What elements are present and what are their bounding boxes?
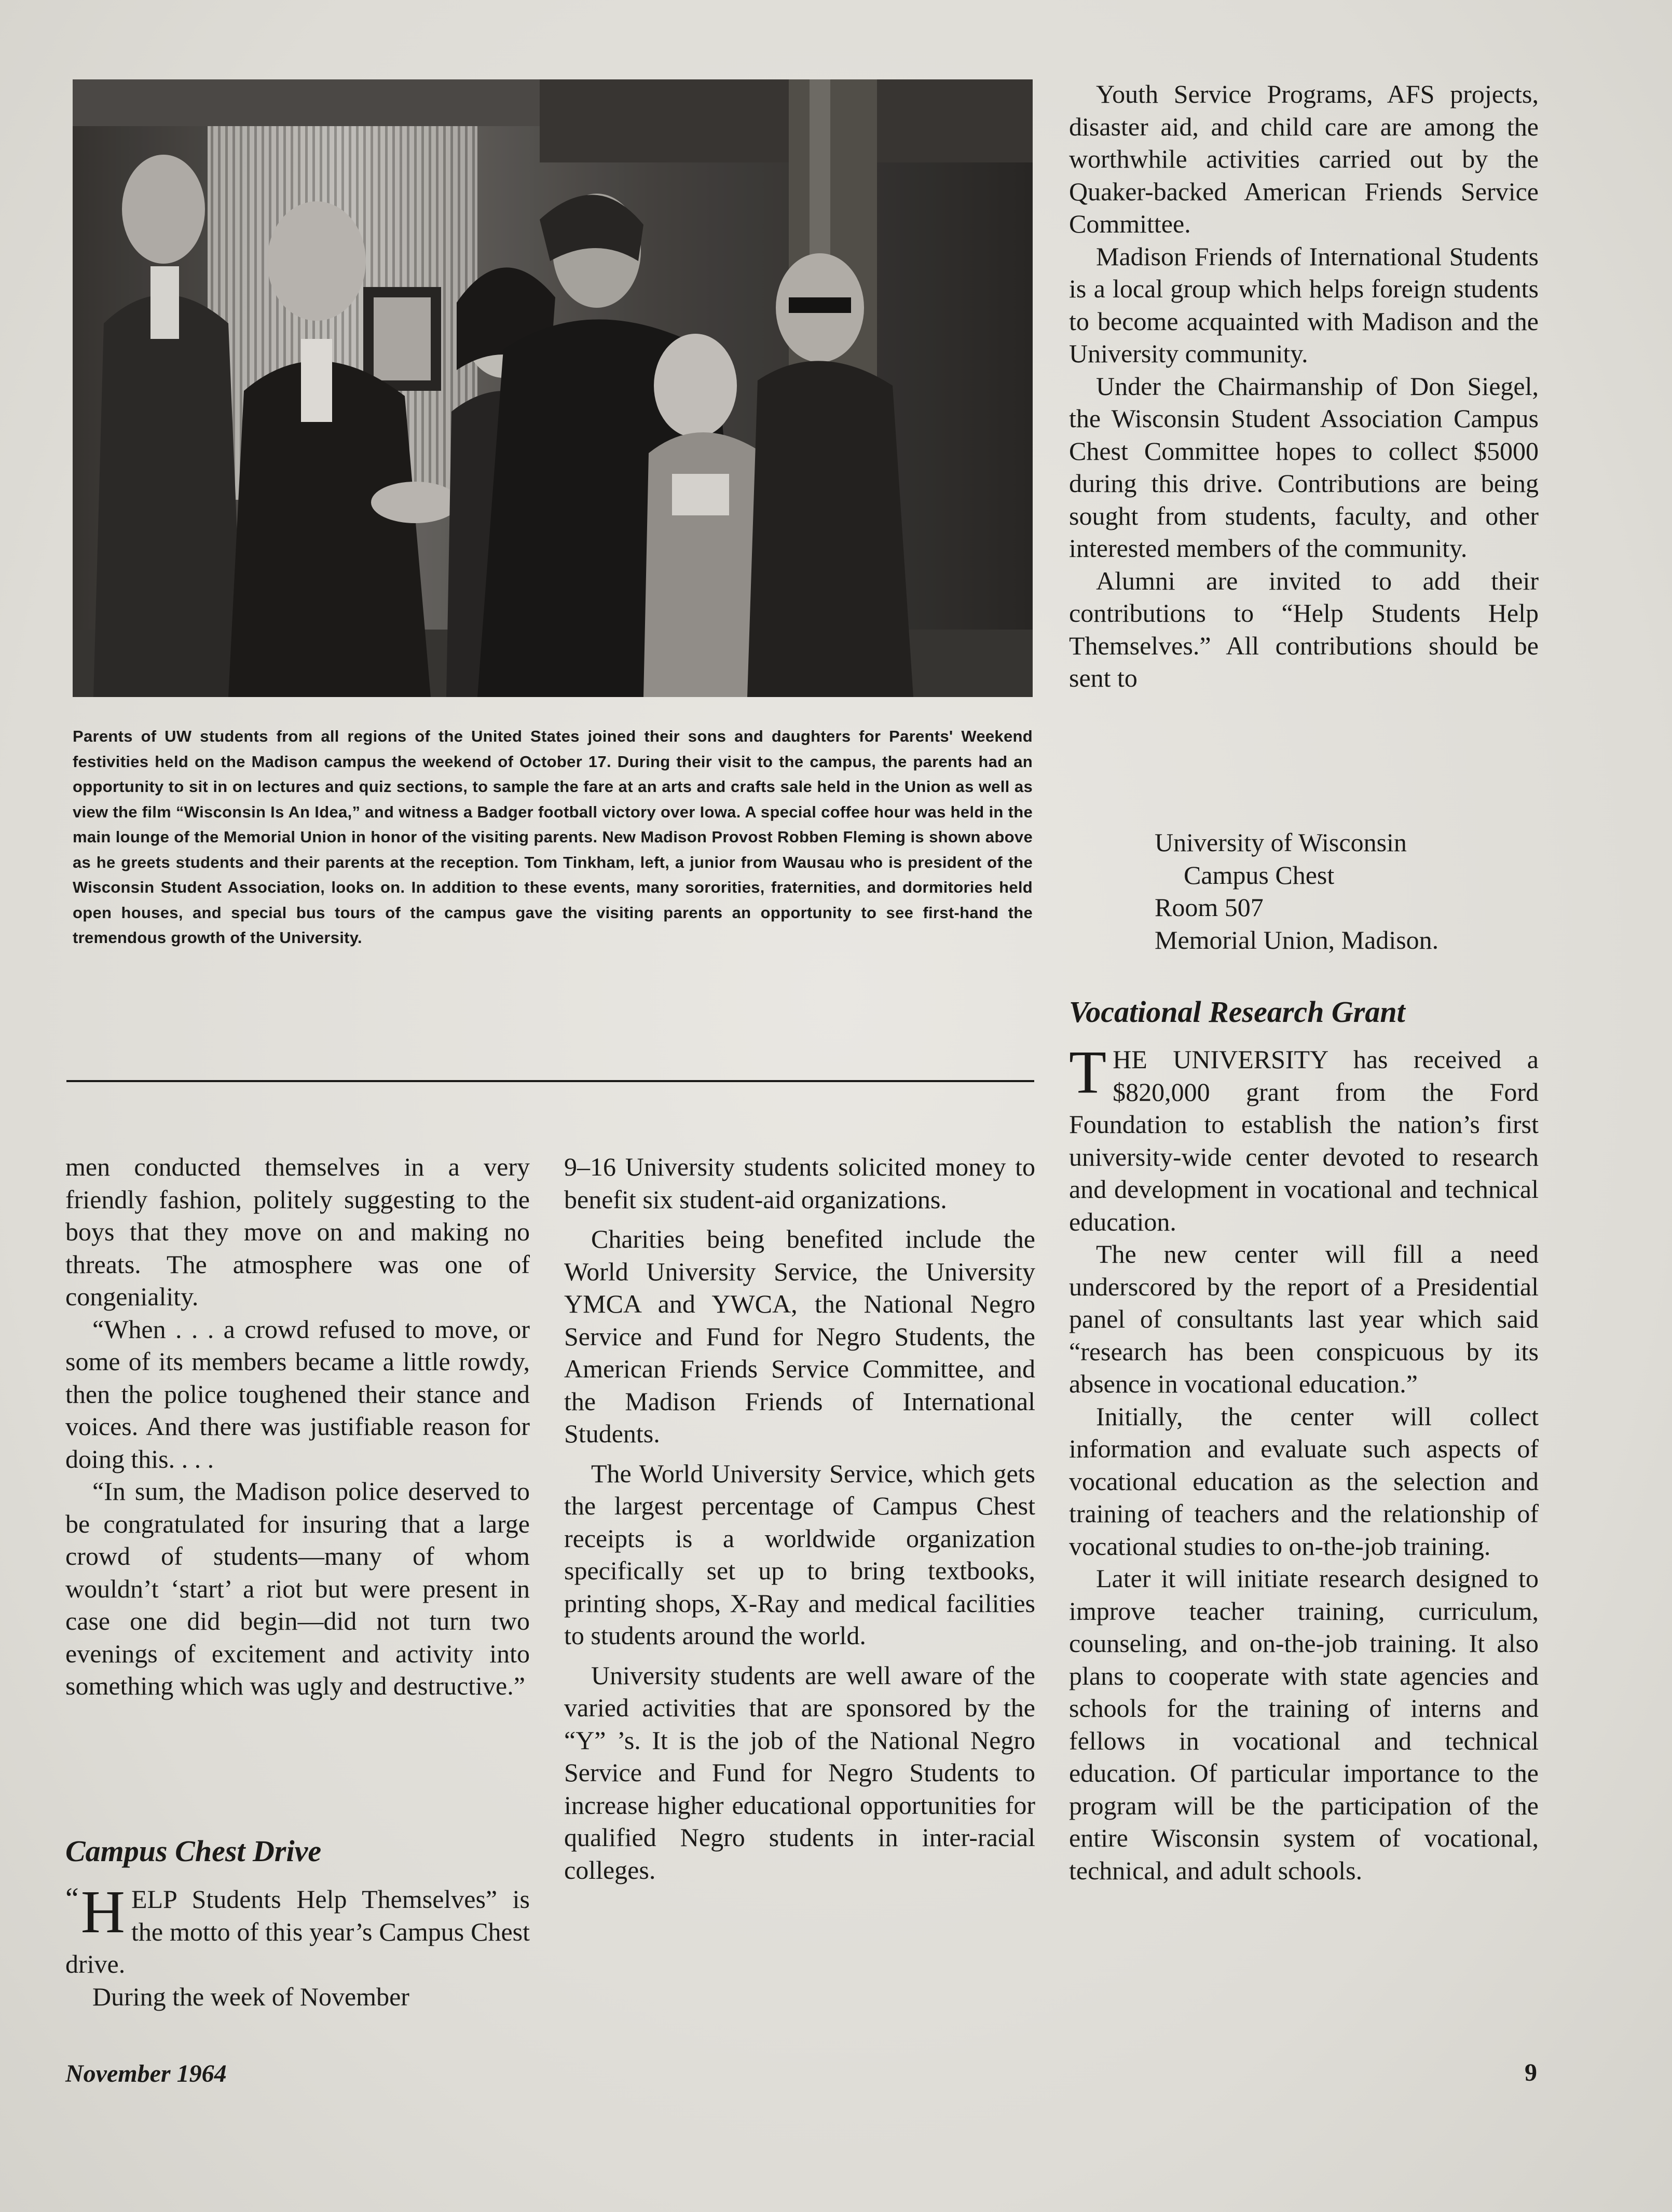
page-number: 9 — [1525, 2059, 1537, 2086]
drop-cap: T — [1069, 1038, 1107, 1106]
paragraph: men conducted themselves in a very friendly fashion, politely suggesting to the boys that they move on and making no threats. The atmosphere was one of congeniality. — [65, 1152, 530, 1311]
photo-caption: Parents of UW students from all regions of the United States joined their sons and daughters for Parents' Weekend festivities held on the Madison campus the weekend of October 17. During their visit to the campus, the parents had an opportunity to sit in on lectures and quiz sections, to sample the fare at an arts and crafts sale held in the Union as well as view the film “Wisconsin Is An Idea,” and witness a Badger football victory over Iowa. A special coffee hour was held in the main lounge of the Memorial Union in honor of the visiting parents. New Madison Provost Robben Fleming is shown above as he greets students and their parents at the reception. Tom Tinkham, left, a junior from Wausau who is president of the Wisconsin Student Association, looks on. In addition to these events, many sororities, fraternities, and dormitories held open houses, and special bus tours of the campus gave the visiting parents an opportunity to see first-hand the tremendous growth of the University. — [73, 727, 1033, 947]
issue-date: November 1964 — [65, 2060, 227, 2087]
paragraph: “When . . . a crowd refused to move, or some of its members became a little rowdy, then the police toughened their stance and voices. And there was justifiable reason for doing this. . . . — [65, 1314, 530, 1473]
paragraph — [65, 1878, 530, 1981]
paragraph: 9–16 University students solicited money to benefit six student-aid organizations. — [564, 1152, 1035, 1214]
mailing-address — [1155, 826, 1549, 956]
campus-chest-article — [65, 1878, 530, 2013]
paragraph: Initially, the center will collect information and evaluate such aspects of vocational education as the selection and training of teachers and the relationship of vocational studies to on-the-job training. — [1069, 1401, 1539, 1561]
paragraph — [1069, 1038, 1539, 1238]
drop-cap: H — [80, 1878, 125, 1946]
paragraph: The new center will fill a need underscored by the report of a Presidential panel of consultants last year which said “research has been conspicuous by its absence in vocational education.” — [1069, 1239, 1539, 1398]
address-line: University of Wisconsin — [1155, 828, 1407, 857]
column-1 — [65, 1151, 530, 1702]
address-line: Memorial Union, Madison. — [1155, 925, 1439, 954]
address-line: Campus Chest — [1184, 860, 1335, 890]
reception-photograph — [73, 79, 1033, 697]
paragraph: Charities being benefited include the World University Service, the University YMCA and YWCA, the National Negro Service and Fund for Negro Students, the American Friends Service Committee, and the Madison Friends of International Students. — [564, 1224, 1035, 1448]
column-3-top — [1069, 78, 1539, 694]
paragraph-text: HE UNIVERSITY has received a $820,000 grant from the Ford Foundation to establish the nation’s first university-wide center devoted to research and development in vocational and technical education. — [1069, 1045, 1539, 1236]
campus-chest-heading: Campus Chest Drive — [65, 1834, 322, 1868]
column-2 — [564, 1151, 1035, 1886]
paragraph: University students are well aware of the varied activities that are sponsored by the “Y” ’s. It is the job of the National Negro Service and Fund for Negro Students to increase higher educational opportunities for qualified Negro students in inter-racial colleges. — [564, 1660, 1035, 1885]
address-line: Room 507 — [1155, 893, 1264, 922]
paragraph: Later it will initiate research designed to improve teacher training, curriculum, counseling, and on-the-job training. It also plans to cooperate with state agencies and schools for the training of interns and fellows in vocational and technical education. Of particular importance to the program will be the participation of the entire Wisconsin system of vocational, technical, and adult schools. — [1069, 1564, 1539, 1885]
paragraph: Alumni are invited to add their contributions to “Help Students Help Themselves.” All contributions should be sent to — [1069, 566, 1539, 692]
vocational-grant-article — [1069, 1038, 1539, 1887]
paragraph-text: ELP Students Help Themselves” is the motto of this year’s Campus Chest drive. — [65, 1885, 530, 1978]
vocational-grant-heading: Vocational Research Grant — [1069, 995, 1405, 1029]
paragraph: Under the Chairmanship of Don Siegel, the Wisconsin Student Association Campus Chest Committee hopes to collect $5000 during this drive. Contributions are being sought from students, faculty, and other interested members of the community. — [1069, 371, 1539, 563]
paragraph: “In sum, the Madison police deserved to be congratulated for insuring that a large crowd of students—many of whom wouldn’t ‘start’ a riot but were present in case one did begin—did not turn two evenings of excitement and activity into something which was ugly and destructive.” — [65, 1477, 530, 1700]
photograph-icon — [73, 79, 1033, 697]
quote-mark: “ — [65, 1881, 79, 1915]
paragraph: The World University Service, which gets the largest percentage of Campus Chest receipts is a worldwide organization specifically set up to bring textbooks, printing shops, X-Ray and medical facilities to students around the world. — [564, 1458, 1035, 1650]
paragraph: During the week of November — [92, 1982, 409, 2011]
section-divider — [66, 1080, 1034, 1082]
paragraph: Youth Service Programs, AFS projects, disaster aid, and child care are among the worthwhile activities carried out by the Quaker-backed American Friends Service Committee. — [1069, 79, 1539, 238]
paragraph: Madison Friends of International Students is a local group which helps foreign students to become acquainted with Madison and the University community. — [1069, 241, 1539, 368]
